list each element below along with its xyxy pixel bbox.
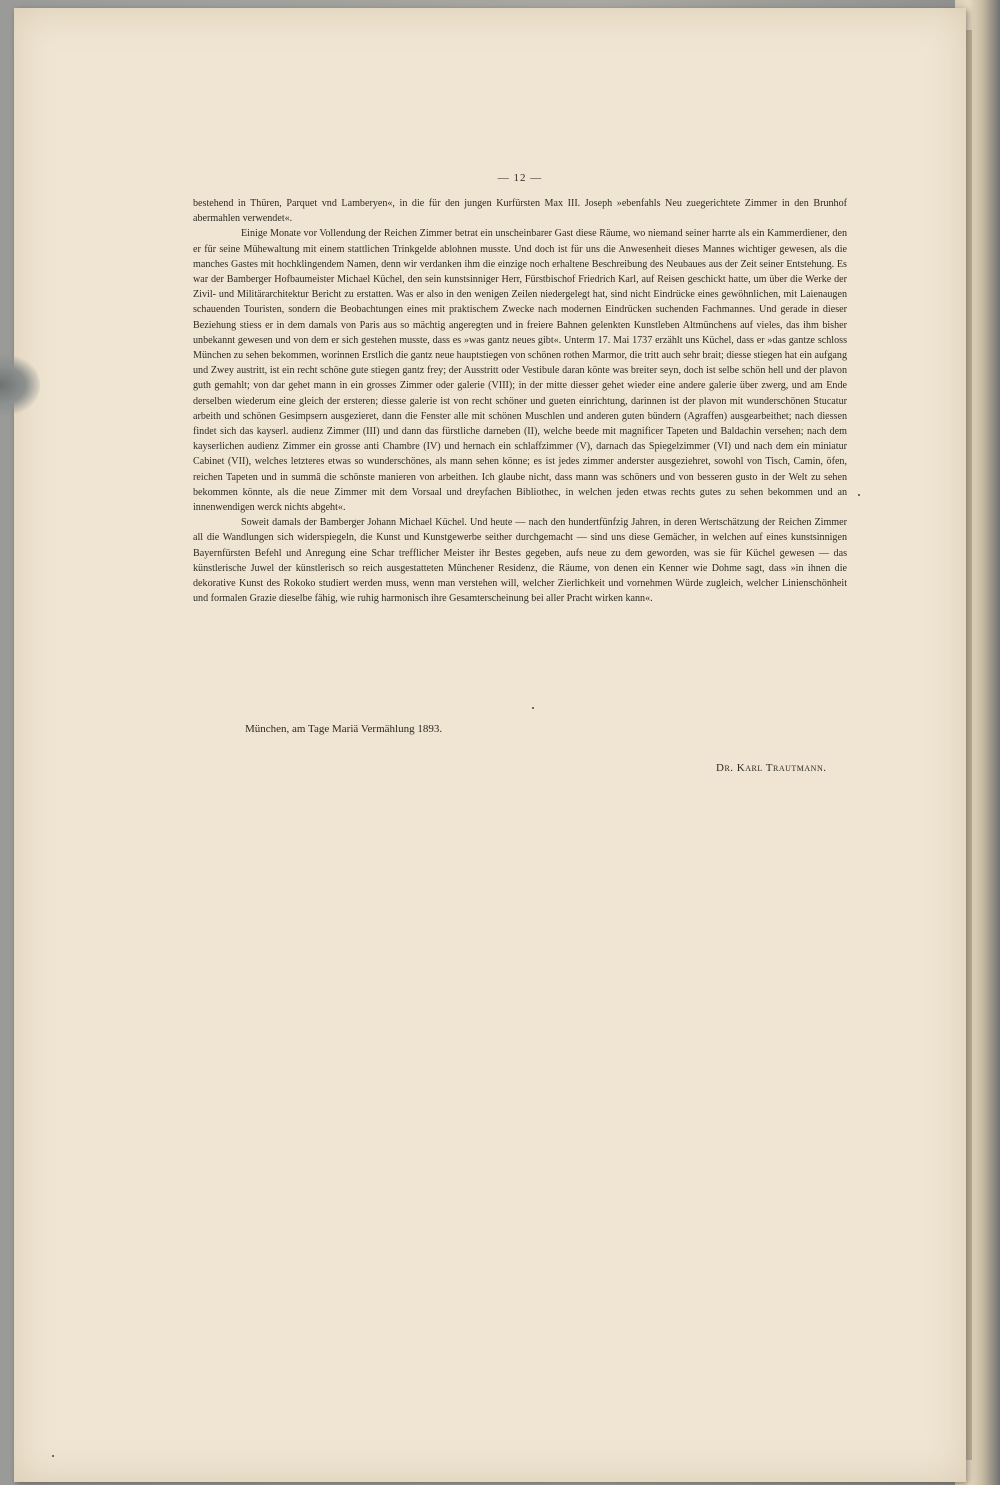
paragraph-3: Soweit damals der Bamberger Johann Michael Küchel. Und heute — nach den hundertfünfzig Jahren, in deren Wertschätzung der Reichen Zimmer all die Wandlungen sich widerspiegeln, die Kunst und Kunstgewerbe seither durchgemacht — sind uns diese Gemächer, in welchen auf eines kunstsinnigen Bayernfürsten Befehl und Anregung eine Schar trefflicher Meister ihr Bestes gegeben, aufs neue zu dem geworden, was sie für Küchel gewesen — das künstlerische Juwel der künstlerisch so reich ausgestatteten Münchener Residenz, die Räume, von denen ein Kenner wie Dohme sagt, dass »in ihnen die dekorative Kunst des Rokoko studiert werden muss, wenn man verstehen will, welcher Zierlichkeit und vornehmen Würde zugleich, welcher Linienschönheit und formalen Grazie dieselbe fähig, wie ruhig harmonisch ihre Gesamterscheinung bei aller Pracht wirken kann«. [193, 517, 847, 605]
author-signature: Dr. Karl Trautmann. [716, 762, 827, 774]
paper-speck [858, 494, 860, 496]
paper-speck [532, 707, 534, 709]
page-number: — 12 — [497, 172, 543, 184]
place-and-date: München, am Tage Mariä Vermählung 1893. [245, 723, 443, 735]
paragraph-1: bestehend in Thüren, Parquet vnd Lamberyen«, in die für den jungen Kurfürsten Max III. Joseph »ebenfahls Neu zuegerichtete Zimmer in den Brunhof abermahlen verwendet«. [193, 198, 847, 225]
paper-speck [52, 1455, 54, 1457]
paragraph-2: Einige Monate vor Vollendung der Reichen Zimmer betrat ein unscheinbarer Gast diese Räume, wo niemand seiner harrte als ein Kammerdiener, den er für seine Mühewaltung mit einem stattlichen Trinkgelde ablohnen musste. Und doch ist für uns die Anwesenheit dieses Mannes wichtiger gewesen, als die manches Gastes mit hochklingendem Namen, denn wir verdanken ihm die einzige noch erhaltene Beschreibung des Neubaues aus der Zeit seiner Entstehung. Es war der Bamberger Hofbaumeister Michael Küchel, den sein kunstsinniger Herr, Fürstbischof Friedrich Karl, auf Reisen geschickt hatte, um über die Werke der Zivil- und Militärarchitektur Bericht zu erstatten. Was er also in den wenigen Zeilen niedergelegt hat, sind nicht Eindrücke eines gewöhnlichen, mit Laienaugen schauenden Touristen, sondern die Beobachtungen eines mit praktischem Zwecke nach modernen Eindrücken suchenden Fachmannes. Und gerade in dieser Beziehung stiess er in dem damals von Paris aus so mächtig angeregten und in freiere Bahnen gelenkten Kunstleben Altmünchens auf vieles, das ihm bisher unbekannt gewesen und von dem er sich gestehen musste, dass es »was gantz neues gibt«. Unterm 17. Mai 1737 erzählt uns Küchel, dass er »das gantze schloss München zu sehen bekommen, worinnen Erstlich die gantz neue hauptstiegen von schönen rothen Marmor, die tritt auch sehr brait; diesse stiegen hat ein aufgang und Zwey austritt, ist ein recht schöne gute stiegen gantz frey; der Ausstritt oder Vestibule daran könte was breiter seyn, doch ist selbe schön hell und der plavon guth gemahlt; von dar gehet mann in ein grosses Zimmer oder galerie (VIII); in der mitte diesser gehet wieder eine andere galerie über zwerg, und am Ende derselben wiederum eine gleich der ersteren; diesse galerie ist von recht schöner und gueten einrichtung, darinnen ist der plavon mit wunderschönen Stucatur arbeith und schönen Gesimpsern ausgezieret, dann die Fenster alle mit schönen Muschlen und anderen guten bündern (Agraffen) ausgearbeithet; nach diessen findet sich das kayserl. audienz Zimmer (III) und dann das fürstliche darneben (II), welche beede mit magnificer Tapeten und Baldachin versehen; nach dem kayserlichen audienz Zimmer ein grosse anti Chambre (IV) und hernach ein schlaffzimmer (V), darnach das Spiegelzimmer (VI) und nach dem ein miniatur Cabinet (VII), welches letzteres etwas so wunderschönes, als mann sehen könne; es ist jedes zimmer anderster ausgeziehret, sowohl von Tisch, Camin, öfen, reichen Tapeten und in summâ die schönste manieren von arbeithen. Ich glaube nicht, dass mann was schöners und von besseren gusto in der Welt zu sehen bekommen könnte, als die neue Zimmer mit dem Vorsaal und dreyfachen Bibliothec, in welchen jeden etwas rechts gutes zu sehen bekommen und an innenwendigen werck nichts abgeht«. [193, 228, 847, 514]
body-text [193, 196, 847, 606]
